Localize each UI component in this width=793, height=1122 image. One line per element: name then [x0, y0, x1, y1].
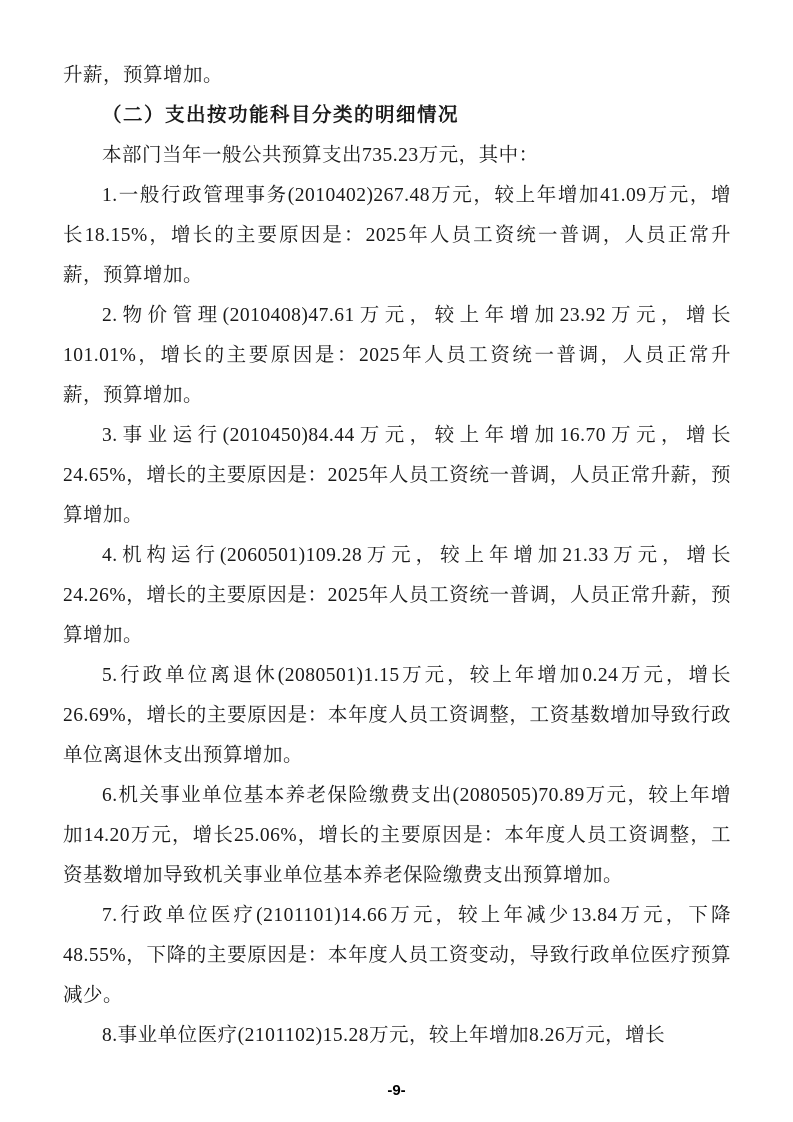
text-line: 加14.20万元，增长25.06%，增长的主要原因是：本年度人员工资调整，工: [63, 825, 731, 846]
paragraph: [63, 536, 731, 656]
text-line: 8.事业单位医疗(2101102)15.28万元，较上年增加8.26万元，增长: [102, 1025, 666, 1046]
text-line: 4.机构运行(2060501)109.28万元，较上年增加21.33万元，增长: [102, 545, 731, 566]
paragraph: [63, 656, 731, 776]
text-line: 单位离退休支出预算增加。: [63, 745, 304, 766]
text-line: 资基数增加导致机关事业单位基本养老保险缴费支出预算增加。: [63, 865, 624, 886]
text-line: 薪，预算增加。: [63, 265, 204, 286]
text-line: 101.01%，增长的主要原因是：2025年人员工资统一普调，人员正常升: [63, 345, 731, 366]
paragraph: [63, 56, 731, 96]
paragraph: [63, 1016, 731, 1056]
text-line: 升薪，预算增加。: [63, 65, 224, 86]
text-line: 减少。: [63, 985, 124, 1006]
paragraph: [63, 416, 731, 536]
text-line: 48.55%，下降的主要原因是：本年度人员工资变动，导致行政单位医疗预算: [63, 945, 731, 966]
paragraph: [63, 776, 731, 896]
paragraph: [63, 136, 731, 176]
paragraph: [63, 176, 731, 296]
paragraph: [63, 296, 731, 416]
text-line: 3.事业运行(2010450)84.44万元，较上年增加16.70万元，增长: [102, 425, 731, 446]
text-line: 24.26%，增长的主要原因是：2025年人员工资统一普调，人员正常升薪，预: [63, 585, 731, 606]
text-line: 算增加。: [63, 625, 144, 646]
text-line: 薪，预算增加。: [63, 385, 204, 406]
text-line: 26.69%，增长的主要原因是：本年度人员工资调整，工资基数增加导致行政: [63, 705, 731, 726]
text-line: 5.行政单位离退休(2080501)1.15万元，较上年增加0.24万元，增长: [102, 665, 731, 686]
text-line: （二）支出按功能科目分类的明细情况: [102, 105, 460, 126]
document-body: [63, 56, 731, 1056]
text-line: 本部门当年一般公共预算支出735.23万元，其中：: [102, 145, 539, 166]
page-number: -9-: [387, 1082, 406, 1099]
section-heading: [63, 96, 731, 136]
text-line: 7.行政单位医疗(2101101)14.66万元，较上年减少13.84万元，下降: [102, 905, 731, 926]
text-line: 2.物价管理(2010408)47.61万元，较上年增加23.92万元，增长: [102, 305, 731, 326]
text-line: 长18.15%，增长的主要原因是：2025年人员工资统一普调，人员正常升: [63, 225, 731, 246]
text-line: 1.一般行政管理事务(2010402)267.48万元，较上年增加41.09万元，增: [102, 185, 731, 206]
text-line: 6.机关事业单位基本养老保险缴费支出(2080505)70.89万元，较上年增: [102, 785, 731, 806]
text-line: 算增加。: [63, 505, 144, 526]
paragraph: [63, 896, 731, 1016]
text-line: 24.65%，增长的主要原因是：2025年人员工资统一普调，人员正常升薪，预: [63, 465, 731, 486]
